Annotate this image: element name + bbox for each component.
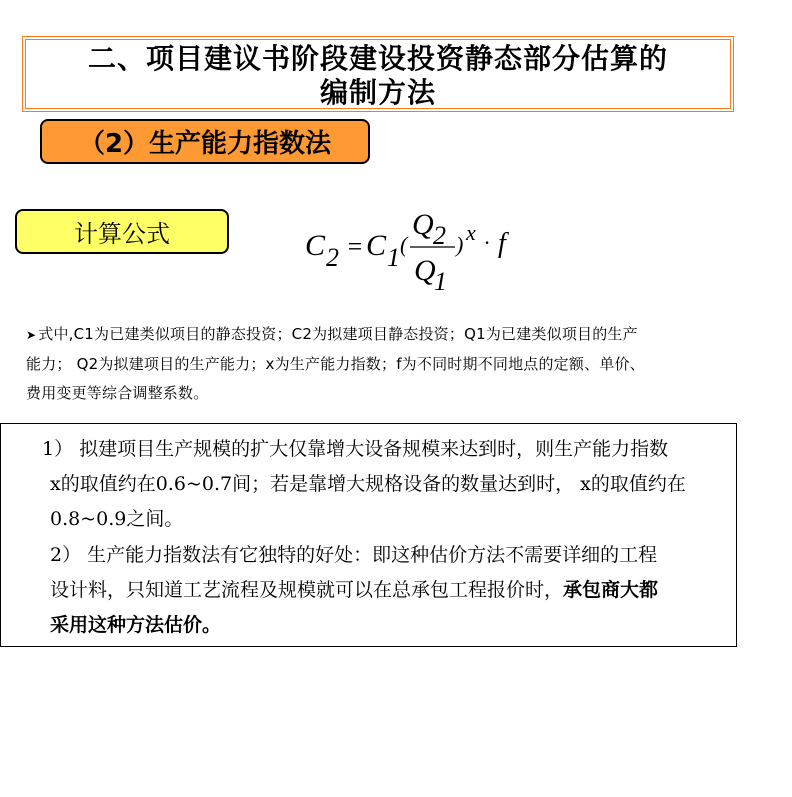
formula-left-paren: ( [400,232,408,257]
formula [300,200,540,300]
formula-f: f [498,228,506,259]
point-2-line-2 [50,573,740,608]
formula-explanation [26,320,756,408]
method-heading-badge: （2）生产能力指数法 [40,119,370,164]
point-2-line-1: 2） 生产能力指数法有它独特的好处：即这种估价方法不需要详细的工程 [50,544,658,566]
formula-numerator-q: Q [412,208,434,241]
page-title-line-2: 编制方法 [319,76,436,109]
point-2-line-2-normal: 设计料，只知道工艺流程及规模就可以在总承包工程报价时， [50,579,564,601]
formula-explanation-line-2: 能力； Q2为拟建项目的生产能力；x为生产能力指数；f为不同时期不同地点的定额、单价、 [26,355,645,373]
formula-denominator-sub-1: 1 [434,267,447,296]
point-2-line-3: 采用这种方法估价。 [50,614,222,636]
formula-dot: · [484,230,490,255]
point-1-line-3: 0.8~0.9之间。 [50,508,184,530]
formula-exponent-x: x [466,220,476,245]
formula-explanation-line-1-text: 式中,C1为已建类似项目的静态投资；C2为拟建项目静态投资；Q1为已建类似项目的生产 [38,325,638,343]
formula-sub-1-right: 1 [387,243,400,272]
formula-heading-badge: 计算公式 [15,209,229,254]
point-1-line-2: x的取值约在0.6~0.7间；若是靠增大规格设备的数量达到时， x的取值约在 [50,473,686,495]
formula-graphic [300,200,540,300]
formula-denominator-q: Q [414,254,436,287]
formula-numerator-sub-2: 2 [433,221,446,250]
page-title-line-1: 二、项目建议书阶段建设投资静态部分估算的 [87,42,668,75]
point-2 [50,538,740,643]
point-2-line-2-bold: 承包商大都 [563,579,659,601]
formula-explanation-line-1 [26,320,756,350]
point-1-line-1: 1） 拟建项目生产规模的扩大仅靠增大设备规模来达到时，则生产能力指数 [42,438,669,460]
point-1 [42,432,742,537]
formula-explanation-line-3: 费用变更等综合调整系数。 [26,384,209,402]
formula-c-right: C [366,229,387,262]
formula-equals: = [346,232,364,261]
formula-right-paren: ) [456,232,464,257]
title-box [22,36,734,112]
formula-sub-2-left: 2 [326,243,339,272]
formula-c-left: C [305,229,326,262]
bullet-arrow-icon: ➤ [26,328,37,342]
